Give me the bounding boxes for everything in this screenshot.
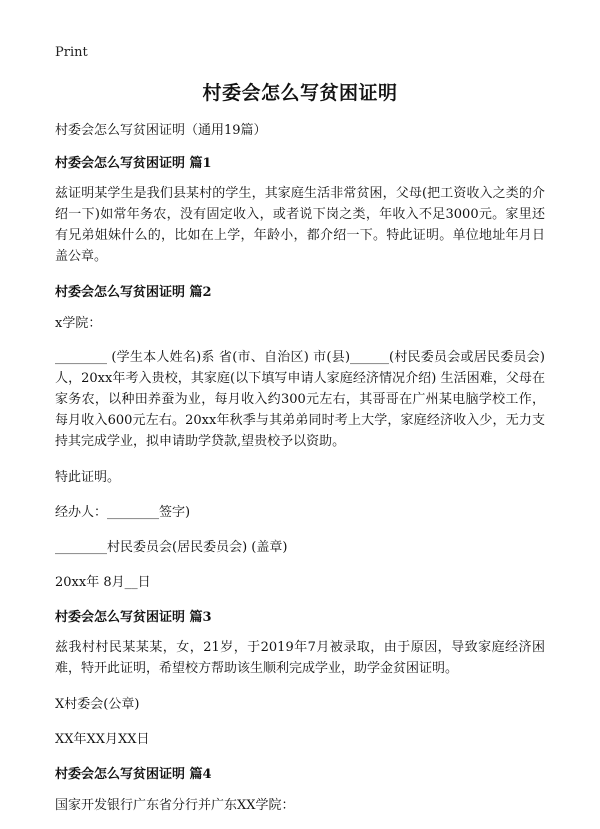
document-subtitle: 村委会怎么写贫困证明（通用19篇）	[55, 123, 267, 138]
date-line: XX年XX月XX日	[55, 732, 150, 747]
section-heading: 村委会怎么写贫困证明 篇1	[55, 156, 212, 171]
document-page	[55, 78, 545, 829]
stamp-line: X村委会(公章)	[55, 697, 140, 712]
stamp-line: ________村民委员会(居民委员会) (盖章)	[55, 540, 288, 555]
recipient-line: 国家开发银行广东省分行并广东XX学院：	[55, 798, 295, 813]
date-line: 20xx年 8月__日	[55, 575, 151, 590]
recipient-line: x学院：	[55, 316, 102, 331]
section-paragraph: 兹证明某学生是我们县某村的学生，其家庭生活非常贫困，父母(把工资收入之类的介绍一下)如常年务农，没有固定收入，或者说下岗之类，年收入不足3000元。家里还有兄弟姐妹什么的，比如在上学，年龄小，都介绍一下。特此证明。单位地址年月日盖公章。	[55, 186, 545, 264]
signature-line: 经办人：________签字)	[55, 505, 191, 520]
section-paragraph: 兹我村村民某某某，女，21岁，于2019年7月被录取，由于原因，导致家庭经济困难，特开此证明，希望校方帮助该生顺利完成学业，助学金贫困证明。	[55, 640, 545, 676]
section-paragraph: ________ (学生本人姓名)系 省(市、自治区) 市(县)______(村民委员会或居民委员会)人，20xx年考入贵校，其家庭(以下填写申请人家庭经济情况介绍) 生活困难，父母在家务农，以种田养蚕为业，每月收入约300元左右，其哥哥在广州某电脑学校工作，每月收入600元左右。20xx年秋季与其弟弟同时考上大学，家庭经济收入少，无力支持其完成学业，拟申请助学贷款,望贵校予以资助。	[55, 350, 545, 449]
closing-line: 特此证明。	[55, 470, 121, 485]
print-link[interactable]: Print	[55, 45, 88, 60]
page-title: 村委会怎么写贫困证明	[202, 82, 398, 104]
section-heading: 村委会怎么写贫困证明 篇3	[55, 610, 212, 625]
section-heading: 村委会怎么写贫困证明 篇2	[55, 285, 212, 300]
section-heading: 村委会怎么写贫困证明 篇4	[55, 767, 212, 782]
